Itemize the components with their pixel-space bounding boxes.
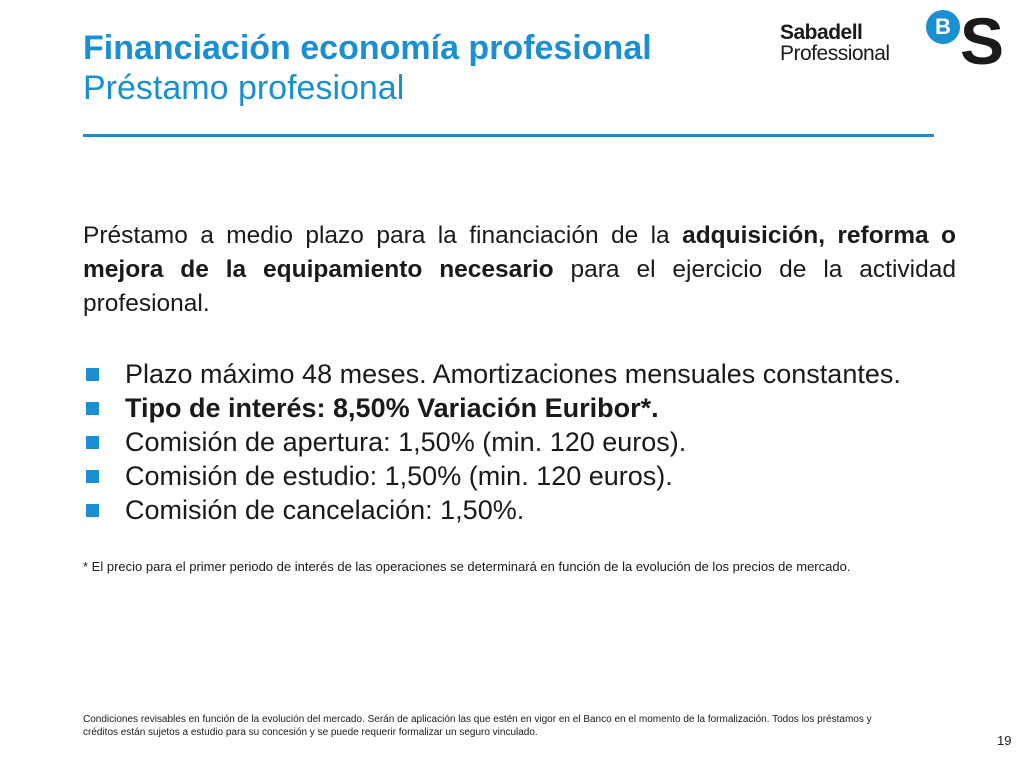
square-bullet-icon — [86, 504, 99, 517]
conditions-list — [83, 357, 983, 527]
brand-division: Professional — [780, 42, 890, 65]
list-item — [83, 425, 983, 459]
list-item-text: Comisión de apertura: 1,50% (min. 120 euros). — [125, 427, 687, 457]
square-bullet-icon — [86, 436, 99, 449]
intro-text-bold: adquisición, reforma o mejora de la equipamiento necesario — [83, 222, 956, 283]
list-item — [83, 357, 983, 391]
page-subtitle: Préstamo profesional — [83, 69, 405, 107]
list-item — [83, 391, 983, 425]
square-bullet-icon — [86, 402, 99, 415]
page-title: Financiación economía profesional — [83, 29, 652, 67]
brand-name: Sabadell — [780, 21, 863, 44]
square-bullet-icon — [86, 470, 99, 483]
list-item-text: Comisión de cancelación: 1,50%. — [125, 495, 525, 525]
list-item-text: Plazo máximo 48 meses. Amortizaciones mensuales constantes. — [125, 359, 901, 389]
list-item-text: Tipo de interés: 8,50% Variación Euribor*. — [125, 393, 659, 423]
title-divider — [83, 134, 934, 137]
list-item-text: Comisión de estudio: 1,50% (min. 120 euros). — [125, 461, 673, 491]
logo-b-circle: B — [926, 10, 960, 44]
list-item — [83, 493, 983, 527]
logo-s-letter: S — [960, 4, 1005, 78]
bank-logo-icon — [926, 4, 1008, 78]
footnote: * El precio para el primer periodo de interés de las operaciones se determinará en función de la evolución de los precios de mercado. — [83, 559, 851, 574]
page-number: 19 — [997, 733, 1012, 748]
brand-wordmark — [780, 22, 900, 65]
intro-paragraph — [83, 219, 956, 321]
intro-text-start: Préstamo a medio plazo para la financiación de la — [83, 222, 683, 249]
intro-text-end: para el ejercicio de la actividad profesional. — [83, 256, 956, 317]
legal-conditions: Condiciones revisables en función de la evolución del mercado. Serán de aplicación las que estén en vigor en el Banco en el momento de la formalización. Todos los préstamos y créditos están sujetos a estudio para su concesión y se puede requerir formalizar un seguro vinculado. — [83, 714, 872, 738]
square-bullet-icon — [86, 368, 99, 381]
title-block — [83, 28, 743, 108]
list-item — [83, 459, 983, 493]
